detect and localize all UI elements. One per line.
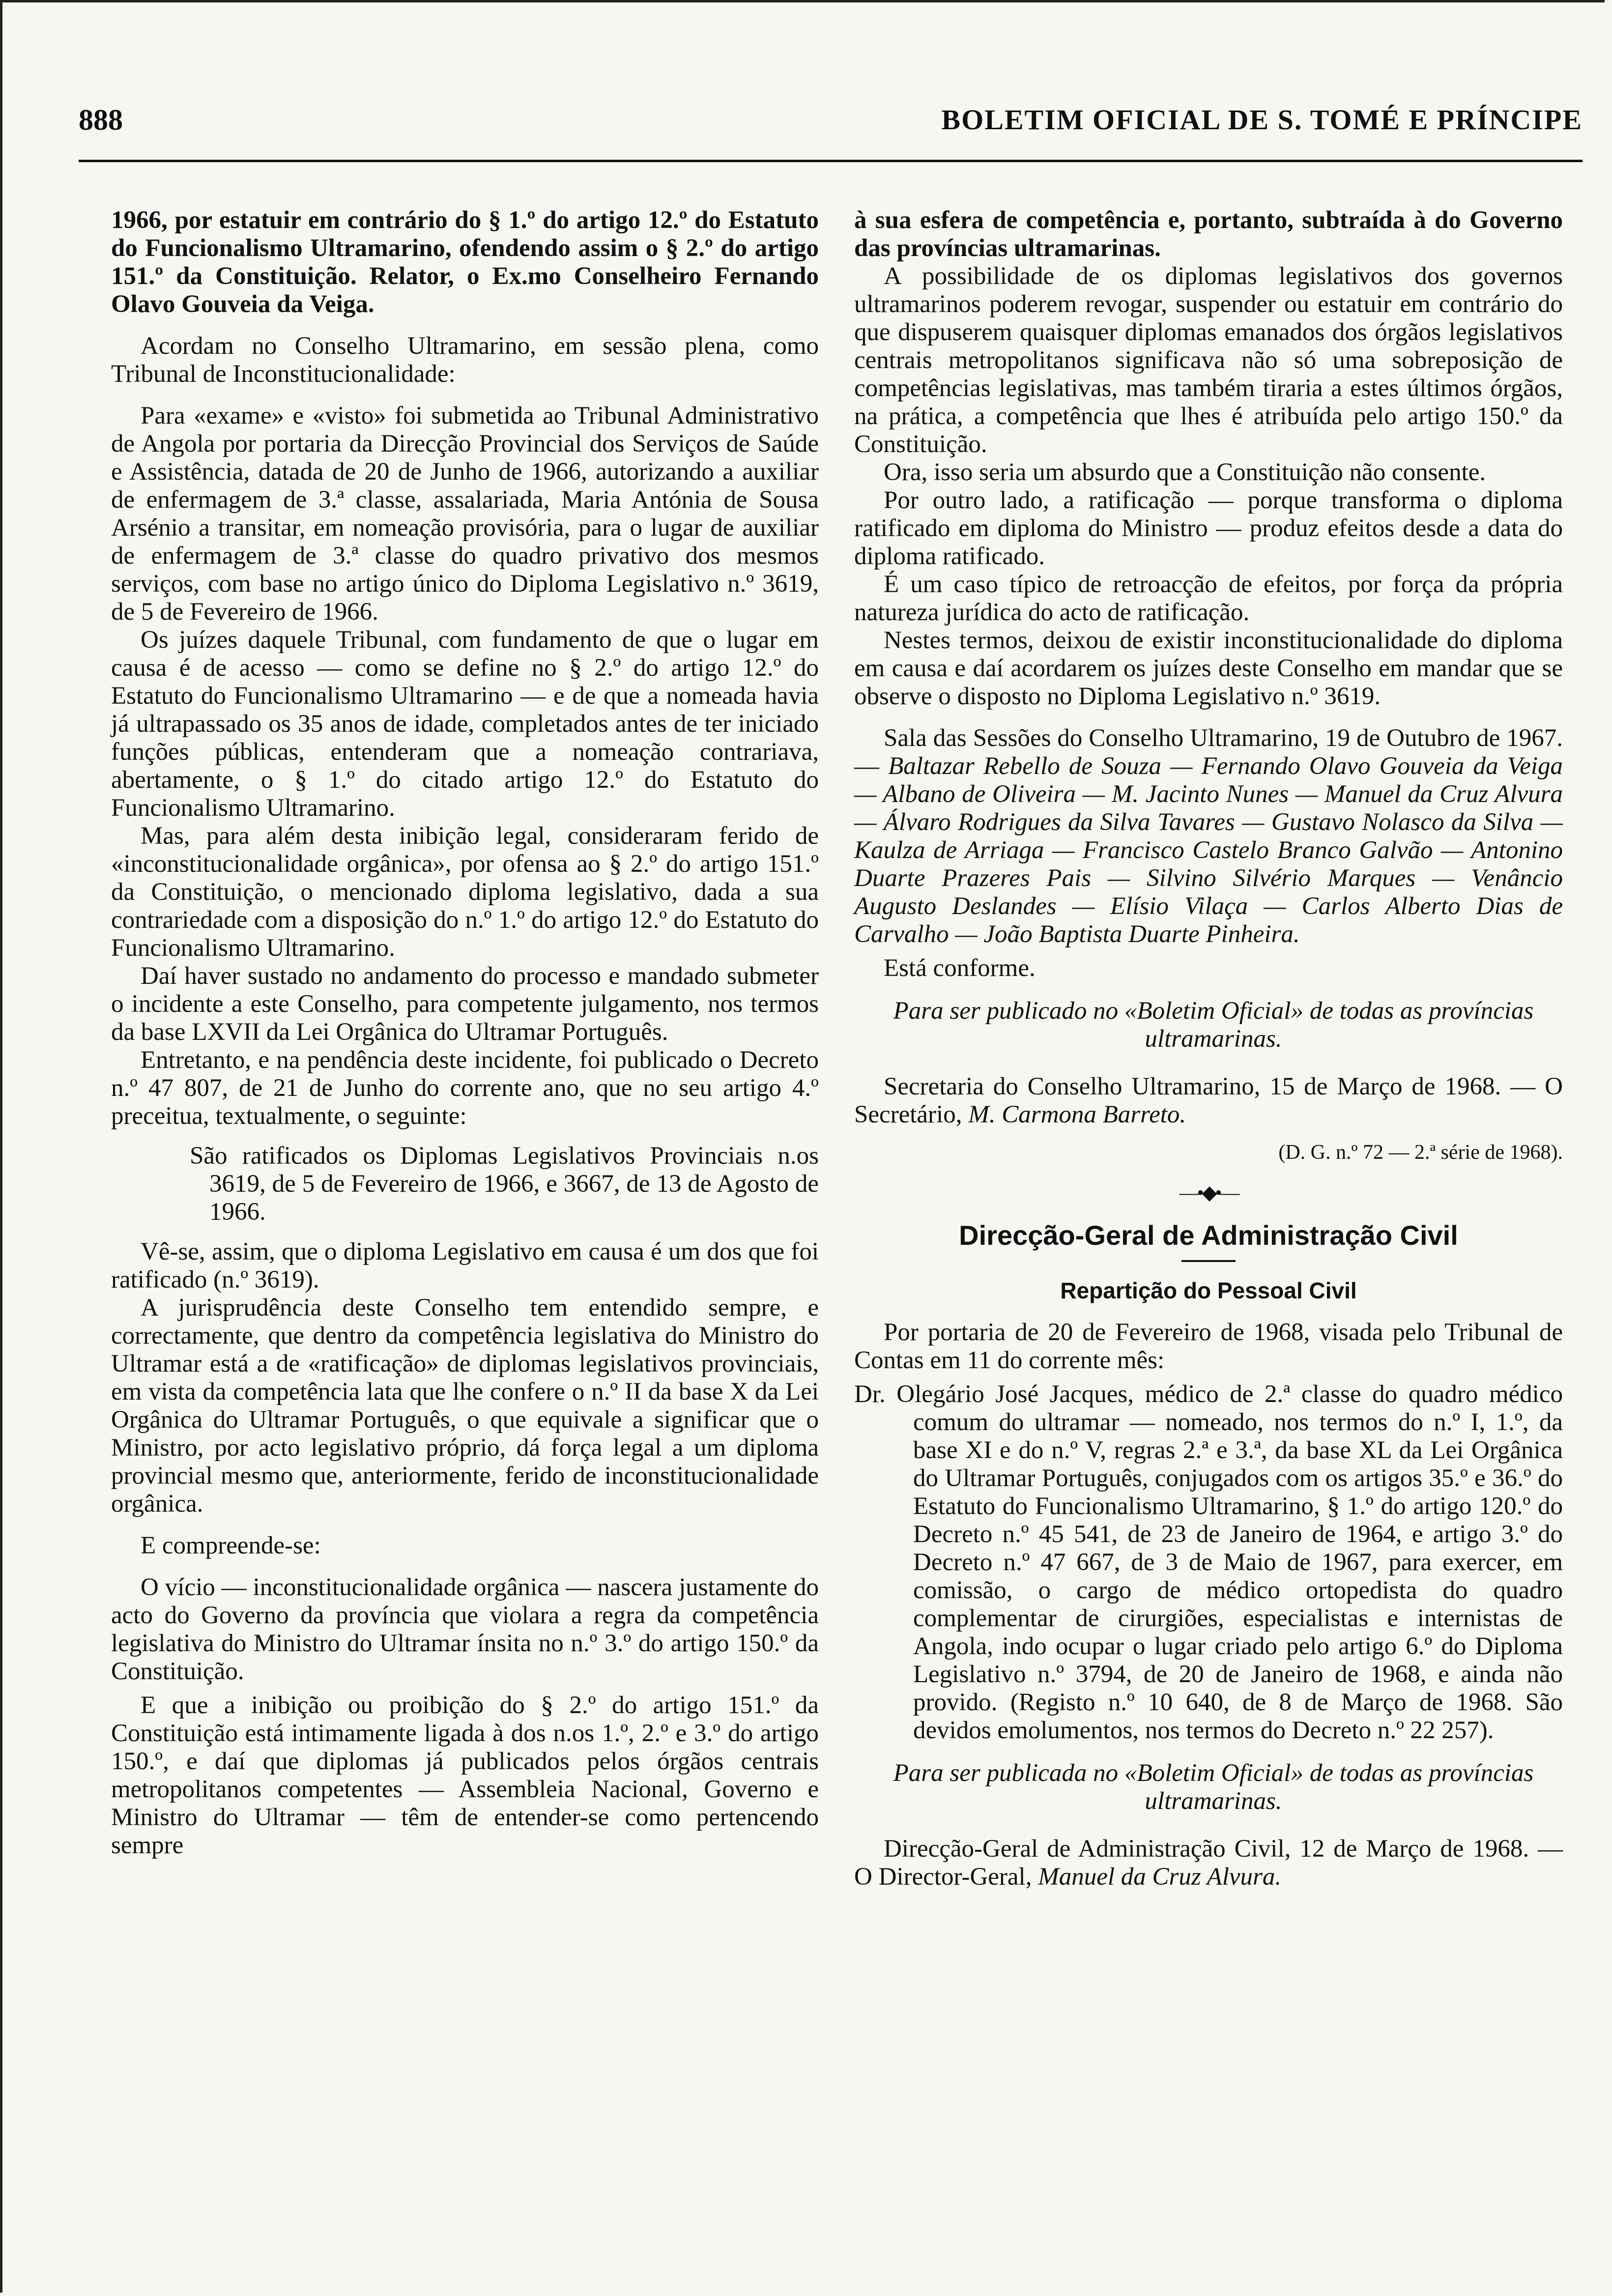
paragraph: Nestes termos, deixou de existir inconstitucionalidade do diploma em causa e daí acordarem os juízes deste Conselho em mandar que se observe o disposto no Diploma Legislativo n.º 3619. [854,627,1563,710]
paragraph: Acordam no Conselho Ultramarino, em sessão plena, como Tribunal de Inconstitucionalidade: [111,332,819,388]
paragraph: Daí haver sustado no andamento do processo e mandado submeter o incidente a este Conselho, para competente julgamento, nos termos da base LXVII da Lei Orgânica do Ultramar Português. [111,962,819,1046]
page-number: 888 [79,104,123,136]
paragraph: Ora, isso seria um absurdo que a Constituição não consente. [884,459,1486,486]
session-date: Sala das Sessões do Conselho Ultramarino, 19 de Outubro de 1967. — [854,724,1563,780]
session-paragraph [854,724,1563,948]
director-paragraph [854,1835,1563,1891]
divider-ornament: —•◆•— [1179,1181,1238,1204]
paragraph: Por portaria de 20 de Fevereiro de 1968, visada pelo Tribunal de Contas em 11 do corrente mês: [854,1319,1563,1374]
publication-note: Para ser publicado no «Boletim Oficial» de todas as províncias ultramarinas. [893,997,1534,1053]
appointment-entry: Dr. Olegário José Jacques, médico de 2.ª classe do quadro médico comum do ultramar — nomeado, nos termos do n.º I, 1.º, da base XI e do n.º V, regras 2.ª e 3.ª, da base XL da Lei Orgânica do Ultramar Português, conjugados com os artigos 35.º e 36.º do Estatuto do Funcionalismo Ultramarino, § 1.º do artigo 120.º do Decreto n.º 45 541, de 23 de Janeiro de 1964, e artigo 3.º do Decreto n.º 47 667, de 3 de Maio de 1967, para exercer, em comissão, o cargo de médico ortopedista do quadro complementar de cirurgiões, especialistas e internistas de Angola, indo ocupar o lugar criado pelo artigo 6.º do Diploma Legislativo n.º 3794, de 20 de Janeiro de 1968, e ainda não provido. (Registo n.º 10 640, de 8 de Março de 1968. São devidos emolumentos, nos termos do Decreto n.º 22 257). [854,1380,1563,1744]
paragraph: Está conforme. [884,954,1036,982]
paragraph: Para «exame» e «visto» foi submetida ao Tribunal Administrativo de Angola por portaria da Direcção Provincial dos Serviços de Saúde e Assistência, datada de 20 de Junho de 1966, autorizando a auxiliar de enfermagem de 3.ª classe, assalariada, Maria Antónia de Sousa Arsénio a transitar, em nomeação provisória, para o lugar de auxiliar de enfermagem de 3.ª classe do quadro privativo dos mesmos serviços, com base no artigo único do Diploma Legislativo n.º 3619, de 5 de Fevereiro de 1966. [111,402,819,626]
gazette-citation: (D. G. n.º 72 — 2.ª série de 1968). [1278,1141,1563,1164]
right-column [854,206,1563,1891]
director-date: Direcção-Geral de Administração Civil, 12 de Março de 1968. — O Director-Geral, [854,1835,1563,1891]
page-header [79,103,1583,143]
secretary-name: M. Carmona Barreto. [968,1101,1186,1128]
secretariat-date: Secretaria do Conselho Ultramarino, 15 de Março de 1968. — O Secretário, [854,1073,1563,1128]
left-column [111,206,819,1860]
quoted-decree-text: São ratificados os Diplomas Legislativos Provinciais n.os 3619, de 5 de Fevereiro de 1966, e 3667, de 13 de Agosto de 1966. [190,1142,819,1226]
paragraph: O vício — inconstitucionalidade orgânica — nascera justamente do acto do Governo da província que violara a regra da competência legislativa do Ministro do Ultramar ínsita no n.º 3.º do artigo 150.º da Constituição. [111,1574,819,1685]
paragraph: Vê-se, assim, que o diploma Legislativo em causa é um dos que foi ratificado (n.º 3619). [111,1238,819,1293]
subsection-title: Repartição do Pessoal Civil [1060,1278,1357,1303]
paragraph: à sua esfera de competência e, portanto, subtraída à do Governo das províncias ultramarinas. [854,206,1563,262]
running-title: BOLETIM OFICIAL DE S. TOMÉ E PRÍNCIPE [941,104,1583,136]
paragraph: A jurisprudência deste Conselho tem entendido sempre, e correctamente, que dentro da competência legislativa do Ministro do Ultramar está a de «ratificação» de diplomas legislativos provinciais, em vista da competência lata que lhe confere o n.º II da base X da Lei Orgânica do Ultramar Português, o que equivale a significar que o Ministro, por acto legislativo próprio, dá força legal a um diploma provincial mesmo que, anteriormente, ferido de inconstitucionalidade orgânica. [111,1294,819,1518]
paragraph: É um caso típico de retroacção de efeitos, por força da própria natureza jurídica do acto de ratificação. [854,571,1563,626]
paragraph: Por outro lado, a ratificação — porque transforma o diploma ratificado em diploma do Ministro — produz efeitos desde a data do diploma ratificado. [854,487,1563,570]
secretariat-paragraph [854,1073,1563,1129]
paragraph: Os juízes daquele Tribunal, com fundamento de que o lugar em causa é de acesso — como se define no § 2.º do artigo 12.º do Estatuto do Funcionalismo Ultramarino — e de que a nomeada havia já ultrapassado os 35 anos de idade, completados antes de ter iniciado funções públicas, entenderam que a nomeação contrariava, abertamente, o § 1.º do citado artigo 12.º do Estatuto do Funcionalismo Ultramarino. [111,626,819,822]
short-rule [1181,1260,1236,1262]
paragraph: E compreende-se: [141,1532,321,1559]
section-title: Direcção-Geral de Administração Civil [959,1220,1458,1251]
paragraph: A possibilidade de os diplomas legislativos dos governos ultramarinos poderem revogar, suspender ou estatuir em contrário do que dispuserem quaisquer diplomas emanados dos órgãos legislativos centrais metropolitanos significava não só uma sobreposição de competências legislativas, mas também tiraria a estes últimos órgãos, na prática, a competência que lhes é atribuída pelo artigo 150.º da Constituição. [854,262,1563,458]
publication-note: Para ser publicada no «Boletim Oficial» de todas as províncias ultramarinas. [893,1759,1534,1815]
director-name: Manuel da Cruz Alvura. [1038,1863,1282,1891]
signatures: Baltazar Rebello de Souza — Fernando Olavo Gouveia da Veiga — Albano de Oliveira — M. Jacinto Nunes — Manuel da Cruz Alvura — Álvaro Rodrigues da Silva Tavares — Gustavo Nolasco da Silva — Kaulza de Arriaga — Francisco Castelo Branco Galvão — Antonino Duarte Prazeres Pais — Silvino Silvério Marques — Venâncio Augusto Deslandes — Elísio Vilaça — Carlos Alberto Dias de Carvalho — João Baptista Duarte Pinheira. [854,752,1563,948]
header-rule [79,160,1583,162]
ruling-summary: 1966, por estatuir em contrário do § 1.º do artigo 12.º do Estatuto do Funcionalismo Ultramarino, ofendendo assim o § 2.º do artigo 151.º da Constituição. Relator, o Ex.mo Conselheiro Fernando Olavo Gouveia da Veiga. [111,206,819,318]
paragraph: Entretanto, e na pendência deste incidente, foi publicado o Decreto n.º 47 807, de 21 de Junho do corrente ano, que no seu artigo 4.º preceitua, textualmente, o seguinte: [111,1046,819,1130]
paragraph: Mas, para além desta inibição legal, consideraram ferido de «inconstitucionalidade orgânica», por ofensa ao § 2.º do artigo 151.º da Constituição, o mencionado diploma legislativo, dada a sua contrariedade com a disposição do n.º 1.º do artigo 12.º do Estatuto do Funcionalismo Ultramarino. [111,822,819,962]
paragraph: E que a inibição ou proibição do § 2.º do artigo 151.º da Constituição está intimamente ligada à dos n.os 1.º, 2.º e 3.º do artigo 150.º, e daí que diplomas já publicados pelos órgãos centrais metropolitanos competentes — Assembleia Nacional, Governo e Ministro do Ultramar — têm de entender-se como pertencendo sempre [111,1692,819,1859]
